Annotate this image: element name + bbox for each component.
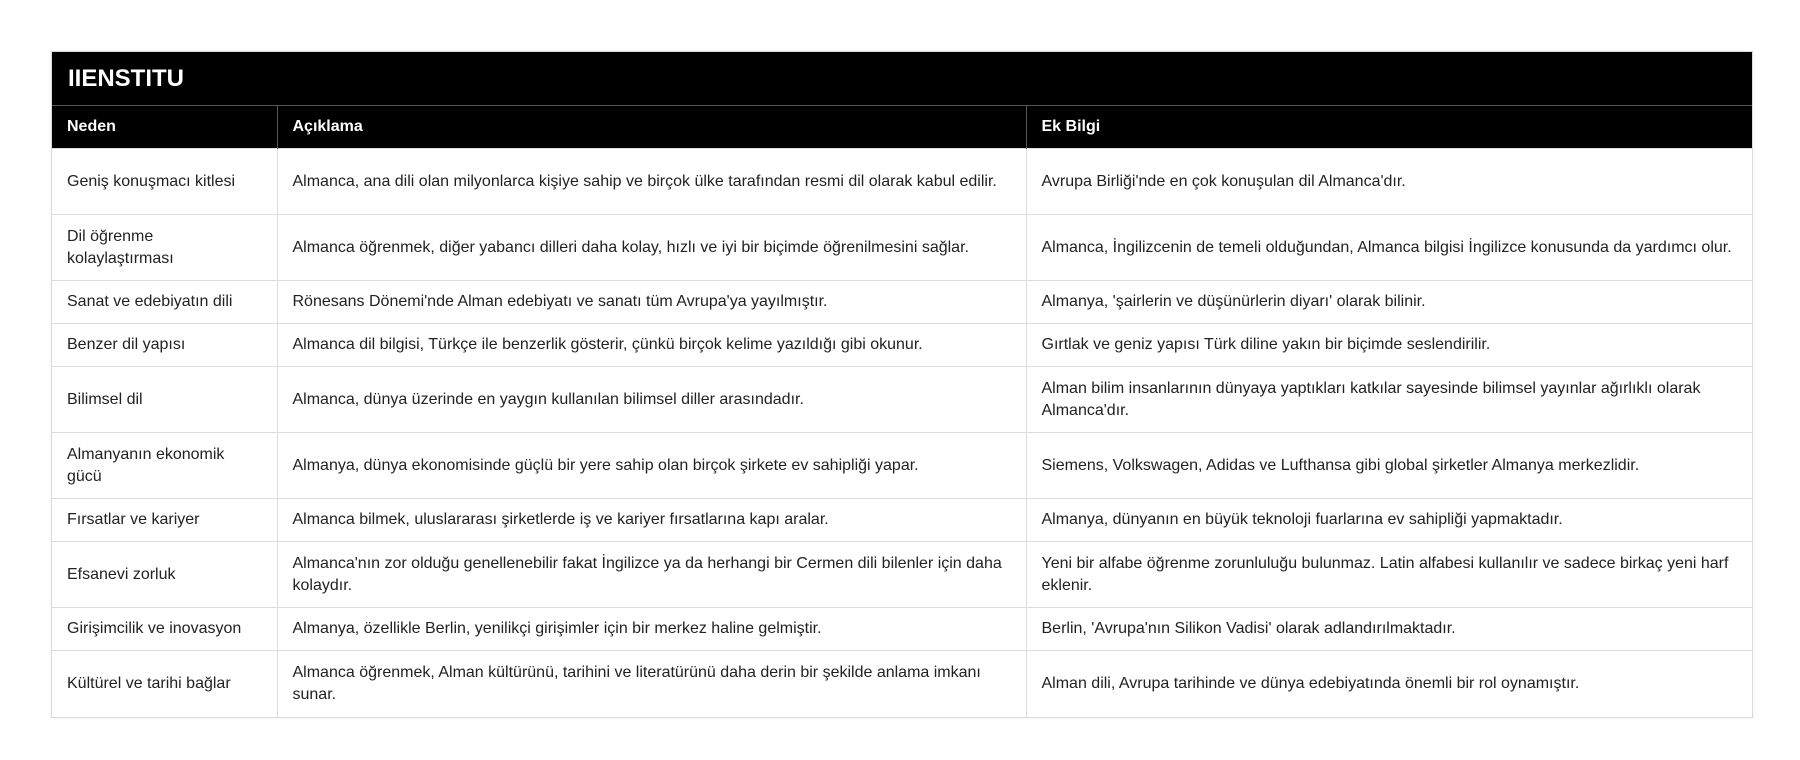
description-cell: Almanca, ana dili olan milyonlarca kişiye sahip ve birçok ülke tarafından resmi dil olarak kabul edilir.: [277, 149, 1026, 215]
reason-cell: Girişimcilik ve inovasyon: [52, 608, 277, 651]
table-title: IIENSTITU: [52, 52, 1752, 105]
table-row: [52, 324, 1752, 367]
table-row: [52, 281, 1752, 324]
table-row: [52, 542, 1752, 608]
extra-info-cell: Almanca, İngilizcenin de temeli olduğundan, Almanca bilgisi İngilizce konusunda da yardımcı olur.: [1026, 215, 1752, 281]
description-cell: Almanya, özellikle Berlin, yenilikçi girişimler için bir merkez haline gelmiştir.: [277, 608, 1026, 651]
table-row: [52, 651, 1752, 717]
table-row: [52, 367, 1752, 433]
reason-cell: Almanyanın ekonomik gücü: [52, 433, 277, 499]
extra-info-cell: Alman dili, Avrupa tarihinde ve dünya edebiyatında önemli bir rol oynamıştır.: [1026, 651, 1752, 717]
extra-info-cell: Almanya, 'şairlerin ve düşünürlerin diyarı' olarak bilinir.: [1026, 281, 1752, 324]
description-cell: Almanca dil bilgisi, Türkçe ile benzerlik gösterir, çünkü birçok kelime yazıldığı gibi okunur.: [277, 324, 1026, 367]
table-row: [52, 499, 1752, 542]
column-header-neden: Neden: [52, 106, 277, 149]
table-row: [52, 433, 1752, 499]
description-cell: Rönesans Dönemi'nde Alman edebiyatı ve sanatı tüm Avrupa'ya yayılmıştır.: [277, 281, 1026, 324]
extra-info-cell: Berlin, 'Avrupa'nın Silikon Vadisi' olarak adlandırılmaktadır.: [1026, 608, 1752, 651]
description-cell: Almanca öğrenmek, Alman kültürünü, tarihini ve literatürünü daha derin bir şekilde anlama imkanı sunar.: [277, 651, 1026, 717]
description-cell: Almanca öğrenmek, diğer yabancı dilleri daha kolay, hızlı ve iyi bir biçimde öğrenilmesini sağlar.: [277, 215, 1026, 281]
extra-info-cell: Avrupa Birliği'nde en çok konuşulan dil Almanca'dır.: [1026, 149, 1752, 215]
table-row: [52, 149, 1752, 215]
extra-info-cell: Alman bilim insanlarının dünyaya yaptıkları katkılar sayesinde bilimsel yayınlar ağırlıklı olarak Almanca'dır.: [1026, 367, 1752, 433]
reason-cell: Sanat ve edebiyatın dili: [52, 281, 277, 324]
table-row: [52, 215, 1752, 281]
reason-cell: Benzer dil yapısı: [52, 324, 277, 367]
column-header-aciklama: Açıklama: [277, 106, 1026, 149]
header-row: [52, 106, 1752, 149]
description-cell: Almanya, dünya ekonomisinde güçlü bir yere sahip olan birçok şirkete ev sahipliği yapar.: [277, 433, 1026, 499]
column-header-ek-bilgi: Ek Bilgi: [1026, 106, 1752, 149]
reason-cell: Fırsatlar ve kariyer: [52, 499, 277, 542]
description-cell: Almanca, dünya üzerinde en yaygın kullanılan bilimsel diller arasındadır.: [277, 367, 1026, 433]
table-card: [51, 51, 1753, 718]
description-cell: Almanca bilmek, uluslararası şirketlerde iş ve kariyer fırsatlarına kapı aralar.: [277, 499, 1026, 542]
extra-info-cell: Yeni bir alfabe öğrenme zorunluluğu bulunmaz. Latin alfabesi kullanılır ve sadece birkaç yeni harf eklenir.: [1026, 542, 1752, 608]
table-body: [52, 149, 1752, 717]
description-cell: Almanca'nın zor olduğu genellenebilir fakat İngilizce ya da herhangi bir Cermen dili bilenler için daha kolaydır.: [277, 542, 1026, 608]
reason-cell: Bilimsel dil: [52, 367, 277, 433]
extra-info-cell: Siemens, Volkswagen, Adidas ve Lufthansa gibi global şirketler Almanya merkezlidir.: [1026, 433, 1752, 499]
reason-cell: Efsanevi zorluk: [52, 542, 277, 608]
reason-cell: Geniş konuşmacı kitlesi: [52, 149, 277, 215]
extra-info-cell: Gırtlak ve geniz yapısı Türk diline yakın bir biçimde seslendirilir.: [1026, 324, 1752, 367]
reasons-table: [52, 105, 1752, 717]
extra-info-cell: Almanya, dünyanın en büyük teknoloji fuarlarına ev sahipliği yapmaktadır.: [1026, 499, 1752, 542]
table-row: [52, 608, 1752, 651]
reason-cell: Dil öğrenme kolaylaştırması: [52, 215, 277, 281]
reason-cell: Kültürel ve tarihi bağlar: [52, 651, 277, 717]
